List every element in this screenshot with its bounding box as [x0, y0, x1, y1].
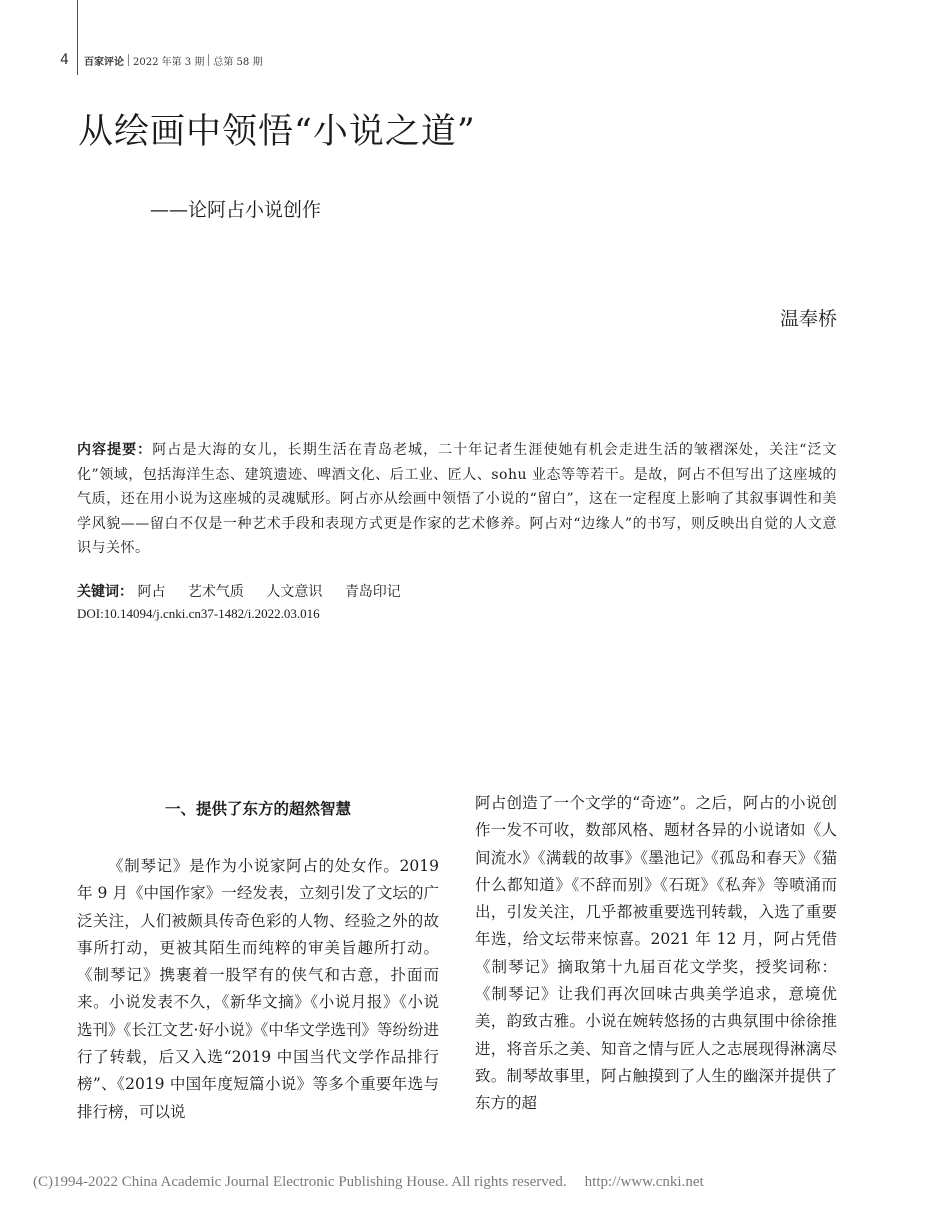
- body-paragraph: 《制琴记》是作为小说家阿占的处女作。2019 年 9 月《中国作家》一经发表，立刻引发了文坛的广泛关注，人们被颇具传奇色彩的人物、经验之外的故事所打动，更被其陌生而纯粹的审美旨趣所打动。《制琴记》携裹着一股罕有的侠气和古意，扑面而来。小说发表不久，《新华文摘》《小说月报》《小说选刊》《长江文艺·好小说》《中华文学选刊》等纷纷进行了转载，后又入选“2019 中国当代文学作品排行榜”、《2019 中国年度短篇小说》等多个重要年选与排行榜，可以说: [77, 857, 439, 1121]
- header-separator: [208, 54, 209, 66]
- keywords: [77, 580, 419, 604]
- copyright-footer: [33, 1174, 704, 1191]
- author-name: 温奉桥: [779, 308, 837, 330]
- body-column-left: [77, 790, 439, 1126]
- keyword-item: 人文意识: [266, 584, 323, 600]
- journal-name: 百家评论: [84, 56, 124, 68]
- article-title: 从绘画中领悟“小说之道”: [78, 112, 476, 152]
- doi: DOI:10.14094/j.cnki.cn37-1482/i.2022.03.016: [77, 606, 320, 621]
- copyright-text: (C)1994-2022 China Academic Journal Electronic Publishing House. All rights reserved.: [33, 1174, 567, 1190]
- header-separator: [128, 54, 129, 66]
- abstract: [77, 438, 837, 561]
- keyword-item: 阿占: [137, 584, 166, 600]
- total-issue-label: 总第 58 期: [213, 56, 263, 68]
- section-heading: 一、提供了东方的超然智慧: [164, 800, 351, 818]
- abstract-label: 内容提要：: [77, 442, 153, 458]
- running-header: [60, 51, 262, 69]
- page-number: 4: [60, 52, 69, 68]
- footer-link[interactable]: http://www.cnki.net: [584, 1174, 704, 1190]
- keyword-item: 艺术气质: [187, 584, 244, 600]
- article-subtitle: ——论阿占小说创作: [150, 199, 322, 221]
- keyword-item: 青岛印记: [344, 584, 401, 600]
- issue-label: 2022 年第 3 期: [133, 56, 205, 68]
- abstract-text: 阿占是大海的女儿，长期生活在青岛老城，二十年记者生涯使她有机会走进生活的皱褶深处，关注“泛文化”领域，包括海洋生态、建筑遗迹、啤酒文化、后工业、匠人、sohu 业态等等若干。是故，阿占不但写出了这座城的气质，还在用小说为这座城的灵魂赋形。阿占亦从绘画中领悟了小说的“留白”，这在一定程度上影响了其叙事调性和美学风貌——留白不仅是一种艺术手段和表现方式更是作家的艺术修养。阿占对“边缘人”的书写，则反映出自觉的人文意识与关怀。: [77, 442, 837, 556]
- body-paragraph-continued: 阿占创造了一个文学的“奇迹”。之后，阿占的小说创作一发不可收，数部风格、题材各异的小说诸如《人间流水》《满载的故事》《墨池记》《孤岛和春天》《猫什么都知道》《不辞而别》《石斑》《私奔》等喷涌而出，引发关注，几乎都被重要选刊转载，入选了重要年选，给文坛带来惊喜。2021 年 12 月，阿占凭借《制琴记》摘取第十九届百花文学奖，授奖词称：《制琴记》让我们再次回味古典美学追求，意境优美，韵致古雅。小说在婉转悠扬的古典氛围中徐徐推进，将音乐之美、知音之情与匠人之志展现得淋漓尽致。制琴故事里，阿占触摸到了人生的幽深并提供了东方的超: [475, 794, 837, 1113]
- keywords-label: 关键词：: [77, 584, 133, 600]
- body-column-right: [475, 790, 837, 1118]
